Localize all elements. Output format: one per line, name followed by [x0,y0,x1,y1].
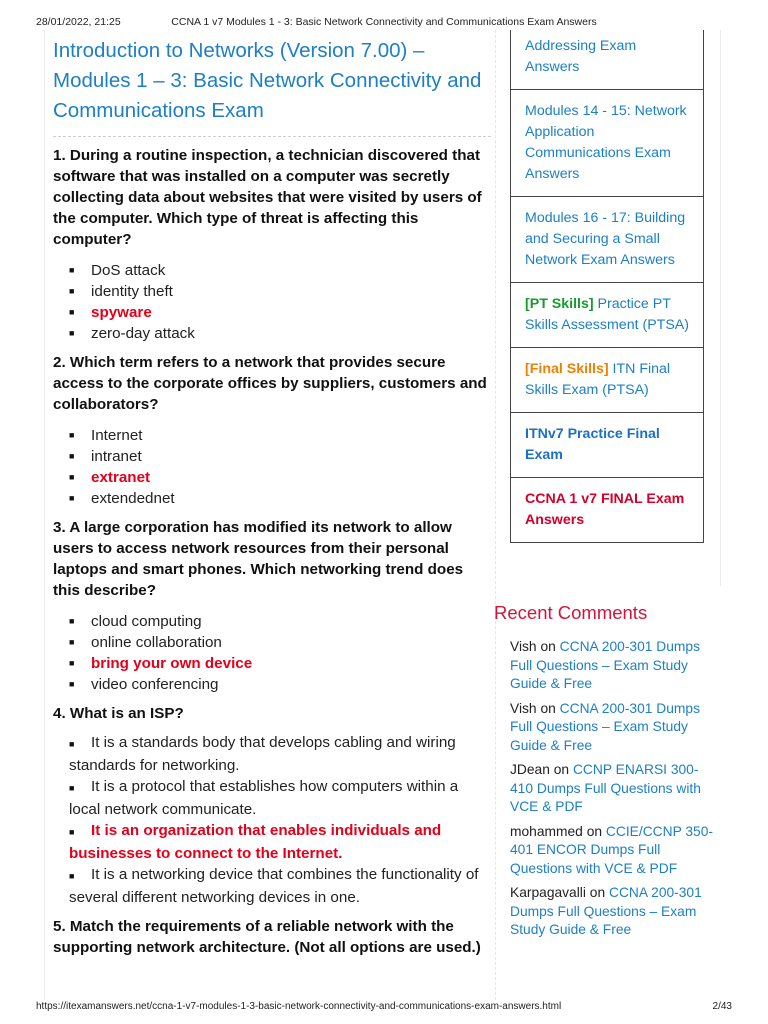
answer-option [69,674,491,695]
option-text: video conferencing [91,676,219,693]
print-timestamp: 28/01/2022, 21:25 [36,16,121,28]
pt-skills-tag: [PT Skills] [525,296,594,312]
question-text: 3. A large corporation has modified its network to allow users to access network resources from their personal laptops and smart phones. Which networking trend does this describe? [53,519,464,599]
comment-post-link[interactable]: CCNA 200-301 Dumps Full Questions – Exam Study Guide & Free [510,885,702,937]
option-text: online collaboration [91,634,222,651]
comment-author: Karpagavalli [510,885,586,900]
sidebar-link-final-exam[interactable] [511,477,703,542]
sidebar-link-pt-skills[interactable] [511,282,703,347]
comment-item [510,638,720,694]
sidebar [494,30,721,586]
answer-option [69,732,491,776]
option-text: extranet [91,469,151,486]
bullet-icon: ■ [69,430,75,440]
sidebar-link-label[interactable]: ITNv7 Practice Final Exam [525,426,660,463]
comment-author: mohammed [510,823,583,839]
answer-option [69,323,491,344]
bullet-icon: ■ [69,637,75,647]
article-title: Introduction to Networks (Version 7.00) – Modules 1 – 3: Basic Network Connectivity and Communications Exam [53,30,491,137]
comment-on-word: on [540,639,556,654]
bullet-icon: ■ [69,871,75,881]
answer-option [69,281,491,302]
bullet-icon: ■ [69,265,75,275]
bullet-icon: ■ [69,286,75,296]
comment-item [510,823,720,879]
option-text: Internet [91,427,143,444]
comment-on-word: on [553,762,570,777]
option-text: spyware [91,304,152,321]
option-text: bring your own device [91,655,253,672]
comment-author: Vish [510,639,537,654]
answer-options [53,732,491,908]
option-text: It is a protocol that establishes how computers within a local network communicate. [69,778,459,818]
comment-item [510,700,720,756]
comment-on-word: on [540,700,556,716]
sidebar-link-final-skills[interactable] [511,347,703,412]
comment-post-link[interactable]: CCIE/CCNP 350-401 ENCOR Dumps Full Questions with VCE & PDF [510,823,713,876]
recent-comments [494,600,720,946]
option-text: It is an organization that enables individuals and businesses to connect to the Internet. [69,822,442,862]
question-text: 1. During a routine inspection, a technician discovered that software that was installed on a computer was secretly collecting data about websites that were visited by users of the computer. Which type of threat is affecting this computer? [53,147,482,248]
sidebar-link-label[interactable]: Addressing Exam Answers [525,38,637,75]
article-content [53,30,491,958]
answer-option [69,260,491,281]
sidebar-link-label[interactable]: Modules 16 - 17: Building and Securing a Small Network Exam Answers [525,210,686,268]
answer-option [69,632,491,653]
bullet-icon: ■ [69,493,75,503]
answer-options [53,425,491,509]
correct-answer-option [69,820,491,864]
answer-option [69,446,491,467]
option-text: identity theft [91,283,173,300]
option-text: extendednet [91,490,175,507]
question-text: 2. Which term refers to a network that provides secure access to the corporate offices by suppliers, customers and collaborators? [53,354,487,413]
correct-answer-option [69,653,491,674]
option-text: It is a networking device that combines the functionality of several different networking devices in one. [69,866,479,906]
answer-options [53,611,491,695]
comment-post-link[interactable]: CCNP ENARSI 300-410 Dumps Full Questions with VCE & PDF [510,762,701,814]
question-4 [53,703,491,908]
comment-item [510,884,720,940]
bullet-icon: ■ [69,658,75,668]
comment-on-word: on [586,823,603,839]
question-text: 5. Match the requirements of a reliable network with the supporting network architecture. (Not all options are used.) [53,918,481,956]
print-url: https://itexamanswers.net/ccna-1-v7-modules-1-3-basic-network-connectivity-and-communications-exam-answers.html [36,1001,562,1012]
answer-options [53,260,491,344]
comment-author: JDean [510,762,550,777]
correct-answer-option [69,467,491,488]
article-column [44,30,496,1000]
comment-on-word: on [589,885,606,900]
answer-option [69,425,491,446]
answer-option [69,864,491,908]
print-document-title: CCNA 1 v7 Modules 1 - 3: Basic Network Connectivity and Communications Exam Answers [171,16,597,28]
page-number: 2/43 [712,1001,732,1012]
sidebar-link-label[interactable]: ITN Final Skills Exam (PTSA) [525,361,671,398]
question-text: 4. What is an ISP? [53,705,184,722]
correct-answer-option [69,302,491,323]
sidebar-link-modules-14-15[interactable] [511,89,703,196]
answer-option [69,488,491,509]
bullet-icon: ■ [69,616,75,626]
final-skills-tag: [Final Skills] [525,361,609,377]
recent-comments-heading: Recent Comments [494,602,648,623]
option-text: It is a standards body that develops cabling and wiring standards for networking. [69,734,456,774]
option-text: zero-day attack [91,325,195,342]
sidebar-link-label[interactable]: CCNA 1 v7 FINAL Exam Answers [525,491,685,528]
answer-option [69,776,491,820]
comment-post-link[interactable]: CCNA 200-301 Dumps Full Questions – Exam Study Guide & Free [510,700,700,753]
question-1 [53,145,491,344]
exam-links-list [510,30,704,543]
bullet-icon: ■ [69,472,75,482]
bullet-icon: ■ [69,783,75,793]
sidebar-link-label[interactable]: Modules 14 - 15: Network Application Communications Exam Answers [525,103,687,182]
option-text: cloud computing [91,613,202,630]
bullet-icon: ■ [69,328,75,338]
question-3 [53,517,491,695]
question-2 [53,352,491,509]
comment-author: Vish [510,700,537,716]
comment-item [510,761,720,817]
sidebar-link-addressing-exam[interactable] [511,30,703,89]
bullet-icon: ■ [69,307,75,317]
option-text: intranet [91,448,142,465]
bullet-icon: ■ [69,827,75,837]
bullet-icon: ■ [69,679,75,689]
sidebar-link-modules-16-17[interactable] [511,196,703,282]
sidebar-link-label[interactable]: Practice PT Skills Assessment (PTSA) [525,296,689,333]
bullet-icon: ■ [69,451,75,461]
comment-post-link[interactable]: CCNA 200-301 Dumps Full Questions – Exam Study Guide & Free [510,639,700,691]
bullet-icon: ■ [69,739,75,749]
answer-option [69,611,491,632]
question-5 [53,916,491,958]
sidebar-link-practice-final[interactable] [511,412,703,477]
option-text: DoS attack [91,262,166,279]
